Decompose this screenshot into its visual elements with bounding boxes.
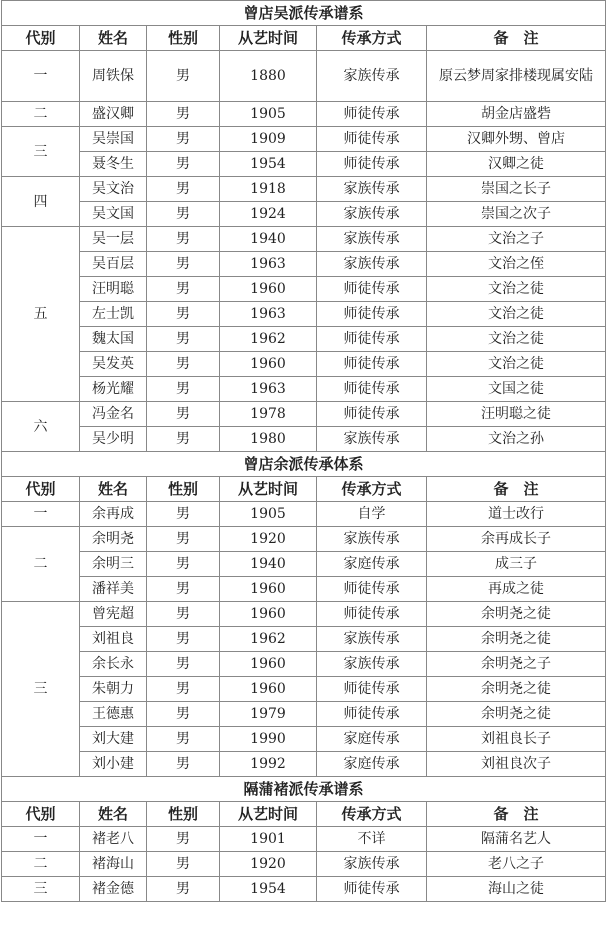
column-header: 从艺时间 — [220, 802, 317, 827]
column-header: 备 注 — [427, 477, 606, 502]
note-cell: 刘祖良长子 — [427, 727, 606, 752]
transmission-cell: 师徒传承 — [317, 677, 427, 702]
section-title: 曾店余派传承体系 — [2, 452, 606, 477]
note-cell: 崇国之长子 — [427, 177, 606, 202]
gender-cell: 男 — [147, 502, 220, 527]
transmission-cell: 家族传承 — [317, 227, 427, 252]
table-row — [2, 527, 606, 552]
gender-cell: 男 — [147, 852, 220, 877]
note-cell: 余明尧之徒 — [427, 627, 606, 652]
gender-cell: 男 — [147, 577, 220, 602]
note-cell: 道士改行 — [427, 502, 606, 527]
name-cell: 曾宪超 — [80, 602, 147, 627]
note-cell: 余明尧之徒 — [427, 702, 606, 727]
gender-cell: 男 — [147, 752, 220, 777]
table-row — [2, 252, 606, 277]
transmission-cell: 师徒传承 — [317, 877, 427, 902]
start-year-cell: 1960 — [220, 652, 317, 677]
transmission-cell: 家族传承 — [317, 852, 427, 877]
generation-cell: 六 — [2, 402, 80, 452]
table-row — [2, 727, 606, 752]
gender-cell: 男 — [147, 102, 220, 127]
note-cell: 文治之徒 — [427, 302, 606, 327]
gender-cell: 男 — [147, 252, 220, 277]
note-cell: 汪明聪之徒 — [427, 402, 606, 427]
generation-cell: 二 — [2, 852, 80, 877]
start-year-cell: 1960 — [220, 352, 317, 377]
transmission-cell: 家族传承 — [317, 252, 427, 277]
header-row — [2, 26, 606, 51]
column-header: 传承方式 — [317, 26, 427, 51]
name-cell: 余长永 — [80, 652, 147, 677]
transmission-cell: 家族传承 — [317, 427, 427, 452]
name-cell: 刘大建 — [80, 727, 147, 752]
transmission-cell: 家庭传承 — [317, 727, 427, 752]
column-header: 备 注 — [427, 802, 606, 827]
column-header: 备 注 — [427, 26, 606, 51]
table-row — [2, 352, 606, 377]
generation-cell: 二 — [2, 527, 80, 602]
start-year-cell: 1963 — [220, 302, 317, 327]
name-cell: 刘祖良 — [80, 627, 147, 652]
gender-cell: 男 — [147, 827, 220, 852]
start-year-cell: 1920 — [220, 852, 317, 877]
start-year-cell: 1909 — [220, 127, 317, 152]
note-cell: 海山之徒 — [427, 877, 606, 902]
gender-cell: 男 — [147, 527, 220, 552]
start-year-cell: 1940 — [220, 552, 317, 577]
note-cell: 汉卿外甥、曾店 — [427, 127, 606, 152]
generation-cell: 一 — [2, 502, 80, 527]
note-cell: 再成之徒 — [427, 577, 606, 602]
table-row — [2, 227, 606, 252]
note-cell: 原云梦周家排楼现属安陆 — [427, 51, 606, 102]
gender-cell: 男 — [147, 652, 220, 677]
table-row — [2, 402, 606, 427]
start-year-cell: 1905 — [220, 102, 317, 127]
name-cell: 吴文国 — [80, 202, 147, 227]
transmission-cell: 师徒传承 — [317, 152, 427, 177]
note-cell: 余再成长子 — [427, 527, 606, 552]
transmission-cell: 师徒传承 — [317, 127, 427, 152]
name-cell: 冯金名 — [80, 402, 147, 427]
name-cell: 余明尧 — [80, 527, 147, 552]
name-cell: 吴崇国 — [80, 127, 147, 152]
name-cell: 魏太国 — [80, 327, 147, 352]
start-year-cell: 1960 — [220, 602, 317, 627]
note-cell: 文治之徒 — [427, 352, 606, 377]
name-cell: 吴发英 — [80, 352, 147, 377]
gender-cell: 男 — [147, 302, 220, 327]
table-row — [2, 177, 606, 202]
table-row — [2, 677, 606, 702]
column-header: 姓名 — [80, 477, 147, 502]
column-header: 传承方式 — [317, 802, 427, 827]
gender-cell: 男 — [147, 602, 220, 627]
start-year-cell: 1920 — [220, 527, 317, 552]
gender-cell: 男 — [147, 327, 220, 352]
transmission-cell: 师徒传承 — [317, 402, 427, 427]
transmission-cell: 家族传承 — [317, 527, 427, 552]
column-header: 性别 — [147, 802, 220, 827]
name-cell: 褚金德 — [80, 877, 147, 902]
table-row — [2, 602, 606, 627]
name-cell: 杨光耀 — [80, 377, 147, 402]
gender-cell: 男 — [147, 127, 220, 152]
column-header: 代别 — [2, 477, 80, 502]
name-cell: 吴文治 — [80, 177, 147, 202]
name-cell: 吴百层 — [80, 252, 147, 277]
transmission-cell: 师徒传承 — [317, 277, 427, 302]
note-cell: 余明尧之徒 — [427, 677, 606, 702]
note-cell: 余明尧之子 — [427, 652, 606, 677]
name-cell: 聂冬生 — [80, 152, 147, 177]
column-header: 性别 — [147, 26, 220, 51]
start-year-cell: 1918 — [220, 177, 317, 202]
transmission-cell: 师徒传承 — [317, 377, 427, 402]
name-cell: 余再成 — [80, 502, 147, 527]
table-row — [2, 552, 606, 577]
note-cell: 老八之子 — [427, 852, 606, 877]
start-year-cell: 1963 — [220, 377, 317, 402]
table-row — [2, 502, 606, 527]
table-row — [2, 652, 606, 677]
section-title: 隔蒲褚派传承谱系 — [2, 777, 606, 802]
gender-cell: 男 — [147, 702, 220, 727]
gender-cell: 男 — [147, 627, 220, 652]
name-cell: 左士凯 — [80, 302, 147, 327]
table-row — [2, 302, 606, 327]
start-year-cell: 1980 — [220, 427, 317, 452]
section-title: 曾店吴派传承谱系 — [2, 1, 606, 26]
transmission-cell: 家族传承 — [317, 51, 427, 102]
start-year-cell: 1901 — [220, 827, 317, 852]
transmission-cell: 师徒传承 — [317, 602, 427, 627]
name-cell: 褚海山 — [80, 852, 147, 877]
transmission-cell: 家族传承 — [317, 627, 427, 652]
start-year-cell: 1960 — [220, 277, 317, 302]
gender-cell: 男 — [147, 277, 220, 302]
transmission-cell: 师徒传承 — [317, 327, 427, 352]
gender-cell: 男 — [147, 377, 220, 402]
gender-cell: 男 — [147, 177, 220, 202]
start-year-cell: 1905 — [220, 502, 317, 527]
name-cell: 周铁保 — [80, 51, 147, 102]
section-title-row — [2, 452, 606, 477]
transmission-cell: 自学 — [317, 502, 427, 527]
column-header: 代别 — [2, 802, 80, 827]
transmission-cell: 家庭传承 — [317, 552, 427, 577]
table-row — [2, 877, 606, 902]
transmission-cell: 师徒传承 — [317, 577, 427, 602]
transmission-cell: 家族传承 — [317, 202, 427, 227]
table-row — [2, 827, 606, 852]
gender-cell: 男 — [147, 727, 220, 752]
table-row — [2, 377, 606, 402]
note-cell: 胡金店盛砦 — [427, 102, 606, 127]
gender-cell: 男 — [147, 427, 220, 452]
name-cell: 潘祥美 — [80, 577, 147, 602]
start-year-cell: 1990 — [220, 727, 317, 752]
gender-cell: 男 — [147, 352, 220, 377]
note-cell: 文治之侄 — [427, 252, 606, 277]
column-header: 代别 — [2, 26, 80, 51]
start-year-cell: 1940 — [220, 227, 317, 252]
transmission-cell: 师徒传承 — [317, 102, 427, 127]
start-year-cell: 1962 — [220, 327, 317, 352]
column-header: 姓名 — [80, 26, 147, 51]
start-year-cell: 1960 — [220, 577, 317, 602]
transmission-cell: 师徒传承 — [317, 302, 427, 327]
generation-cell: 三 — [2, 127, 80, 177]
note-cell: 崇国之次子 — [427, 202, 606, 227]
generation-cell: 三 — [2, 877, 80, 902]
gender-cell: 男 — [147, 677, 220, 702]
table-row — [2, 202, 606, 227]
transmission-cell: 师徒传承 — [317, 352, 427, 377]
start-year-cell: 1924 — [220, 202, 317, 227]
name-cell: 吴一层 — [80, 227, 147, 252]
start-year-cell: 1962 — [220, 627, 317, 652]
table-row — [2, 702, 606, 727]
note-cell: 文治之子 — [427, 227, 606, 252]
table-row — [2, 752, 606, 777]
note-cell: 余明尧之徒 — [427, 602, 606, 627]
name-cell: 刘小建 — [80, 752, 147, 777]
section-title-row — [2, 777, 606, 802]
generation-cell: 一 — [2, 827, 80, 852]
name-cell: 吴少明 — [80, 427, 147, 452]
generation-cell: 四 — [2, 177, 80, 227]
note-cell: 文治之徒 — [427, 327, 606, 352]
table-row — [2, 327, 606, 352]
section-title-row — [2, 1, 606, 26]
column-header: 从艺时间 — [220, 26, 317, 51]
start-year-cell: 1992 — [220, 752, 317, 777]
column-header: 姓名 — [80, 802, 147, 827]
generation-cell: 二 — [2, 102, 80, 127]
column-header: 性别 — [147, 477, 220, 502]
name-cell: 朱朝力 — [80, 677, 147, 702]
table-row — [2, 577, 606, 602]
lineage-table-body — [2, 1, 606, 902]
gender-cell: 男 — [147, 202, 220, 227]
transmission-cell: 家庭传承 — [317, 752, 427, 777]
table-row — [2, 152, 606, 177]
note-cell: 成三子 — [427, 552, 606, 577]
start-year-cell: 1979 — [220, 702, 317, 727]
note-cell: 文国之徒 — [427, 377, 606, 402]
name-cell: 汪明聪 — [80, 277, 147, 302]
column-header: 传承方式 — [317, 477, 427, 502]
table-row — [2, 102, 606, 127]
note-cell: 文治之徒 — [427, 277, 606, 302]
generation-cell: 五 — [2, 227, 80, 402]
table-row — [2, 277, 606, 302]
note-cell: 刘祖良次子 — [427, 752, 606, 777]
gender-cell: 男 — [147, 552, 220, 577]
table-row — [2, 852, 606, 877]
gender-cell: 男 — [147, 877, 220, 902]
start-year-cell: 1978 — [220, 402, 317, 427]
gender-cell: 男 — [147, 152, 220, 177]
start-year-cell: 1954 — [220, 877, 317, 902]
header-row — [2, 802, 606, 827]
generation-cell: 一 — [2, 51, 80, 102]
column-header: 从艺时间 — [220, 477, 317, 502]
gender-cell: 男 — [147, 227, 220, 252]
table-row — [2, 427, 606, 452]
name-cell: 盛汉卿 — [80, 102, 147, 127]
note-cell: 文治之孙 — [427, 427, 606, 452]
table-row — [2, 127, 606, 152]
name-cell: 王德惠 — [80, 702, 147, 727]
start-year-cell: 1954 — [220, 152, 317, 177]
start-year-cell: 1880 — [220, 51, 317, 102]
table-row — [2, 51, 606, 102]
start-year-cell: 1960 — [220, 677, 317, 702]
note-cell: 隔蒲名艺人 — [427, 827, 606, 852]
transmission-cell: 师徒传承 — [317, 702, 427, 727]
transmission-cell: 不详 — [317, 827, 427, 852]
transmission-cell: 家族传承 — [317, 652, 427, 677]
generation-cell: 三 — [2, 602, 80, 777]
gender-cell: 男 — [147, 51, 220, 102]
note-cell: 汉卿之徒 — [427, 152, 606, 177]
header-row — [2, 477, 606, 502]
name-cell: 余明三 — [80, 552, 147, 577]
gender-cell: 男 — [147, 402, 220, 427]
transmission-cell: 家族传承 — [317, 177, 427, 202]
lineage-table — [1, 0, 606, 902]
name-cell: 褚老八 — [80, 827, 147, 852]
table-row — [2, 627, 606, 652]
start-year-cell: 1963 — [220, 252, 317, 277]
